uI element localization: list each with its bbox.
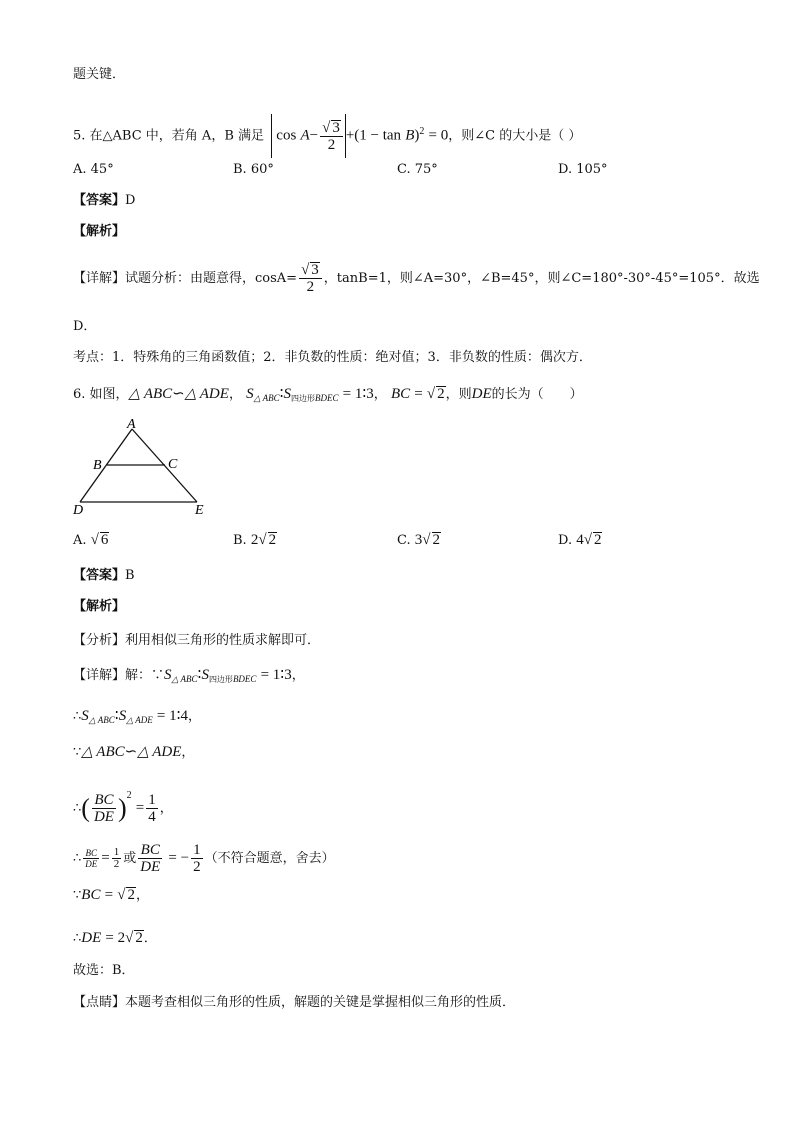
- analysis-summary-6: 【分析】利用相似三角形的性质求解即可．: [73, 633, 321, 648]
- analysis-5: 【解析】: [73, 224, 126, 239]
- q6-option-a: A. √ 6: [73, 532, 109, 548]
- step-1: 【详解】解：$\because S_{\triangle ABC}∶S_{四边形BDEC}$ = 1∶3，: [73, 667, 305, 684]
- knowledge-point-5: 考点：1．特殊角的三角函数值；2．非负数的性质：绝对值；3．非负数的性质：偶次方．: [73, 350, 592, 365]
- step-4: ∴( $\frac{BC}{DE}$ )$^2$ = $\frac{1}{4}$ ，: [73, 790, 173, 825]
- answer-5: 【答案】D: [73, 193, 136, 208]
- label-e: E: [195, 503, 204, 518]
- comment-6: 【点睛】本题考查相似三角形的性质，解题的关键是掌握相似三角形的性质．: [73, 995, 516, 1010]
- fraction: $\frac{√ 3}{2}$: [299, 262, 322, 295]
- question-5: 5. 在△ABC 中，若角 A，B 满足 cos A− $\frac{√ 3}{2}$ $+(1 - \tan B)^2 = 0$，则∠C 的大小是（ ）: [73, 114, 581, 158]
- step-5: ∴ $\frac{BC}{DE}$ = $\frac{1}{2}$ 或 $\frac{BC}{DE}$ = − $\frac{1}{2}$ （不符合题意，舍去）: [73, 842, 335, 875]
- q5-option-d: D. 105°: [558, 162, 608, 177]
- q5-option-c: C. 75°: [397, 162, 438, 177]
- detail-5: 【详解】试题分析：由题意得，cosA= $\frac{√ 3}{2}$ ，tanB=1，则∠A=30°，∠B=45°，则∠C=180°-30°-45°=105°．故选: [73, 262, 760, 295]
- q5-option-a: A. 45°: [73, 162, 114, 177]
- detail-5-cont: D．: [73, 319, 97, 334]
- q6-option-b: B. 2√ 2: [233, 532, 277, 548]
- step-3: ∵△ ABC∽△ ADE，: [73, 744, 195, 760]
- label-b: B: [93, 458, 102, 473]
- fraction: $\frac{1}{4}$: [148, 792, 156, 825]
- question-6: 6. 如图，△ ABC∽△ ADE， $S_{\triangle ABC}∶S_{四边形BDEC}$ = 1∶3， BC = √ 2，则DE的长为（ ）: [73, 386, 583, 403]
- analysis-6: 【解析】: [73, 599, 126, 614]
- q5-option-b: B. 60°: [233, 162, 274, 177]
- fraction: $\frac{1}{2}$: [193, 842, 201, 875]
- label-c: C: [168, 457, 178, 472]
- fraction: $\frac{BC}{DE}$: [140, 842, 161, 875]
- text-line: 题关键．: [73, 67, 126, 82]
- fraction: $\frac{√ 3}{2}$: [320, 120, 343, 153]
- label-d: D: [73, 503, 84, 518]
- label-a: A: [127, 417, 136, 432]
- step-6: ∵BC = √ 2，: [73, 887, 149, 903]
- q6-option-c: C. 3√ 2: [397, 532, 440, 548]
- fraction: $\frac{1}{2}$: [113, 846, 120, 870]
- step-2: $\therefore S_{\triangle ABC}∶S_{\triangle ADE}$ = 1∶4，: [73, 708, 201, 725]
- fraction: $\frac{BC}{DE}$: [93, 792, 114, 825]
- fraction: $\frac{BC}{DE}$: [85, 848, 98, 869]
- step-7: ∴DE = 2√ 2．: [73, 930, 157, 946]
- triangle-figure: [70, 415, 220, 520]
- choice-6: 故选：B．: [73, 963, 135, 978]
- answer-6: 【答案】B: [73, 568, 135, 583]
- q6-option-d: D. 4√ 2: [558, 532, 602, 548]
